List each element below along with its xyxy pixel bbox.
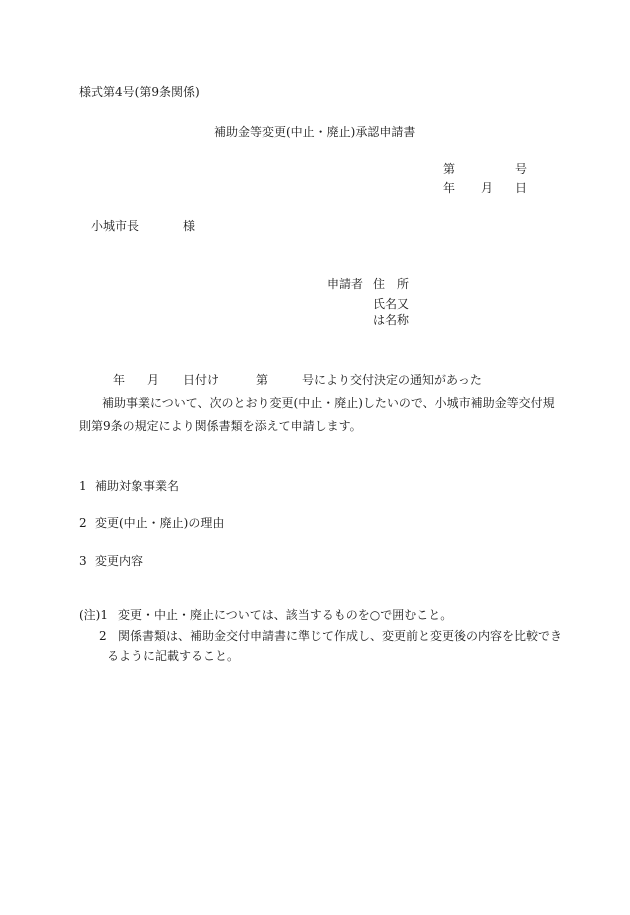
note-2-line-2: るように記載すること。 [107,649,240,663]
item-3-label: 変更内容 [95,554,144,568]
document-title: 補助金等変更(中止・廃止)承認申請書 [214,125,416,139]
item-2-label: 変更(中止・廃止)の理由 [95,516,225,530]
body-notice-text: 号により交付決定の通知があった [302,373,482,387]
body-line-3: 則第9条の規定により関係書類を添えて申請します。 [79,419,362,433]
note-2-line-1: 関係書類は、補助金交付申請書に準じて作成し、変更前と変更後の内容を比較でき [118,629,563,643]
date-month: 月 [481,181,494,195]
applicant-address-label: 住 所 [373,277,410,291]
body-month: 月 [147,373,160,387]
item-1-label: 補助対象事業名 [95,479,180,493]
date-year: 年 [443,181,456,195]
date-day: 日 [515,181,528,195]
note-1: 変更・中止・廃止については、該当するものを○で囲むこと。 [118,608,453,622]
body-year: 年 [113,373,126,387]
addressee-name: 小城市長 [91,219,140,233]
item-2-number: 2 [79,516,87,530]
item-3-number: 3 [79,554,87,568]
body-line-2: 補助事業について、次のとおり変更(中止・廃止)したいので、小城市補助金等交付規 [102,396,555,410]
applicant-label: 申請者 [327,277,364,291]
note-2-number: 2 [99,629,107,643]
form-number: 様式第4号(第9条関係) [79,85,200,99]
applicant-name-label-line1: 氏名又 [373,297,410,311]
addressee-honorific: 様 [183,219,196,233]
body-dai: 第 [256,373,269,387]
doc-number-go: 号 [515,162,528,176]
doc-number-dai: 第 [443,162,456,176]
item-1-number: 1 [79,479,87,493]
applicant-name-label-line2: は名称 [373,313,410,327]
body-date-suffix: 日付け [183,373,220,387]
notes-prefix: (注)1 [79,608,108,622]
